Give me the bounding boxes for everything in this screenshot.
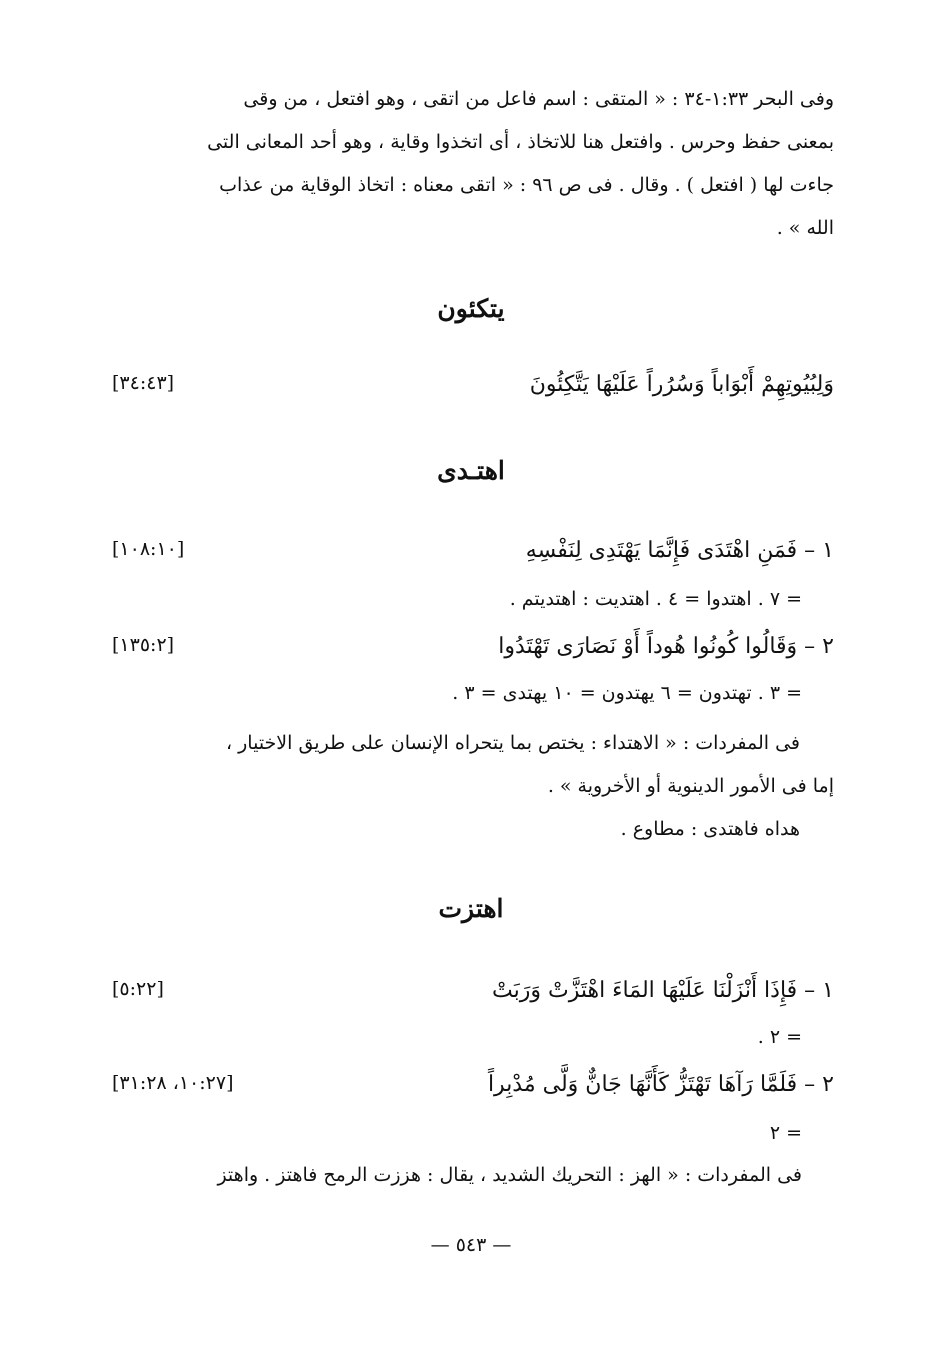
verse-reference: [١٠٨:١٠]: [112, 538, 185, 560]
occurrence-count: = ٧ . اهتدوا = ٤ . اهتديت : اهتديتم .: [509, 588, 802, 610]
verse-row: [112, 978, 834, 1018]
page-number: — ٥٤٣ —: [430, 1234, 512, 1256]
occurrence-count: = ٢: [769, 1122, 802, 1144]
note-line: إما فى الأمور الدينوية أو الأخروية » .: [547, 775, 834, 797]
note-line: فى المفردات : « الهز : التحريك الشديد ، يقال : هززت الرمح فاهتز . واهتز: [217, 1164, 802, 1186]
verse-row: [112, 538, 834, 578]
intro-paragraph: [112, 78, 834, 250]
verse-row: [112, 1072, 834, 1112]
note-line: هداه فاهتدى : مطاوع .: [620, 818, 800, 840]
occurrence-count: = ٢ .: [757, 1026, 802, 1048]
verse-reference: [٣٤:٤٣]: [112, 372, 175, 394]
intro-line: الله » .: [776, 217, 834, 239]
verse-text: ٢ – وَقَالُوا كُونُوا هُوداً أَوْ نَصَارَى تَهْتَدُوا: [498, 634, 834, 659]
section-title: يتكئون: [437, 294, 505, 323]
section-title: اهتـدى: [437, 456, 505, 485]
verse-reference: [٥:٢٢]: [112, 978, 164, 1000]
verse-reference: [١٠:٢٧، ٣١:٢٨]: [112, 1072, 234, 1094]
verse-text: ٢ – فَلَمَّا رَآهَا تَهْتَزُّ كَأَنَّهَا جَانٌّ وَلَّى مُدْبِراً: [487, 1072, 834, 1097]
verse-row: [112, 372, 834, 412]
occurrence-count: = ٣ . تهتدون = ٦ يهتدون = ١٠ يهتدى = ٣ .: [452, 682, 802, 704]
intro-line: جاءت لها ( افتعل ) . وقال . فى ص ٩٦ : « اتقى معناه : اتخاذ الوقاية من عذاب: [219, 174, 834, 196]
section-title: اهتزت: [438, 894, 504, 923]
verse-text: ١ – فَإِذَا أَنْزَلْنَا عَلَيْهَا المَاءَ اهْتَزَّتْ وَرَبَتْ: [492, 978, 834, 1003]
intro-line: بمعنى حفظ وحرس . وافتعل هنا للاتخاذ ، أى اتخذوا وقاية ، وهو أحد المعانى التى: [207, 131, 834, 153]
notes-paragraph: [112, 722, 834, 851]
note-line: فى المفردات : « الاهتداء : يختص بما يتحراه الإنسان على طريق الاختيار ،: [225, 732, 800, 754]
verse-row: [112, 634, 834, 674]
verse-text: وَلِبُيُوتِهِمْ أَبْوَاباً وَسُرُراً عَلَيْهَا يَتَّكِئُونَ: [529, 372, 834, 397]
verse-reference: [١٣٥:٢]: [112, 634, 175, 656]
intro-line: وفى البحر ١:٣٣-٣٤ : « المتقى : اسم فاعل من اتقى ، وهو افتعل ، من وقى: [243, 88, 834, 110]
verse-text: ١ – فَمَنِ اهْتَدَى فَإِنَّمَا يَهْتَدِى لِنَفْسِهِ: [525, 538, 834, 563]
